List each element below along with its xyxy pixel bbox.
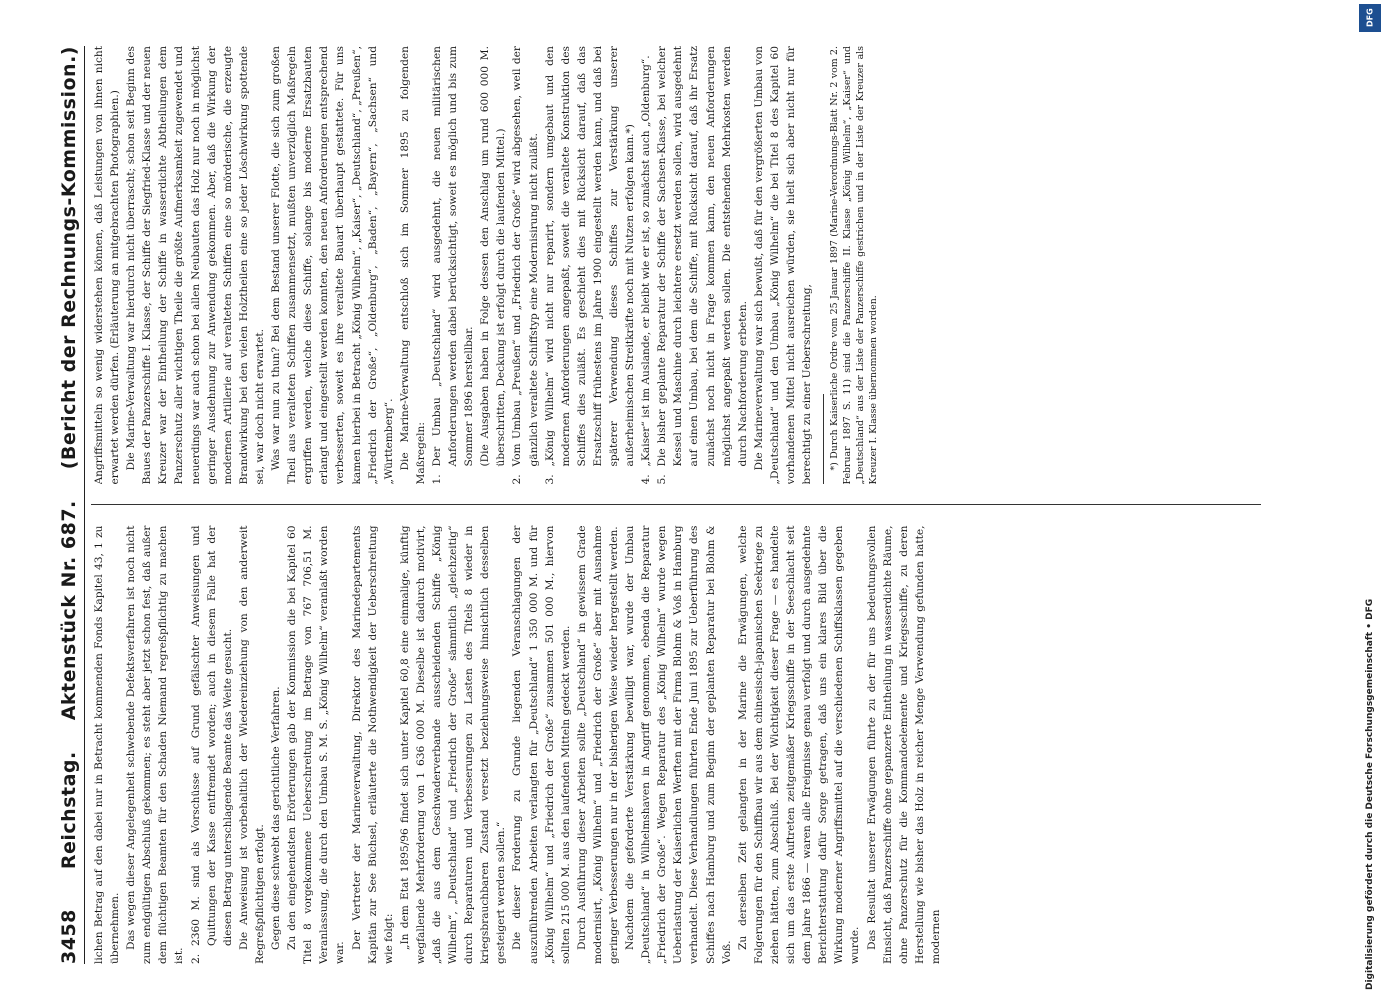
list-item: 3. „König Wilhelm“ wird nicht nur reparirt, sondern umgebaut und den modernen Anforderungen angepaßt, soweit die veraltete Konstruktion des Schiffes dies zuläßt. Es geschieht dies mit Rücksicht darauf, daß das Ersatzschiff frühestens im Jahre 1900 eingestellt werden kann, und daß bei späterer Verwendung dieses Schiffes zur Verstärkung unserer außerheimischen Streitkräfte noch mit Nutzen erfolgen kann.*) <box>543 46 637 485</box>
paragraph: Die Marineverwaltung war sich bewußt, daß für den vergrößerten Umbau von „Deutschland“ und den Umbau „König Wilhelm“ die bei Titel 8 des Kapitel 60 vorhandenen Mittel nicht ausreichen würden, sie hielt sich aber nicht nur für berechtigt zu einer Ueberschreitung, <box>752 46 814 485</box>
footnote-rule <box>823 395 824 485</box>
numbered-paragraph: 2. 2360 M. sind als Vorschüsse auf Grund gefälschter Anweisungen und Quittungen der Kasse entfremdet worden; auch in diesem Falle hat der diesen Betrag unterschlagende Beamte das Weite gesucht. <box>189 525 234 964</box>
numbered-list <box>429 46 751 485</box>
column-divider <box>91 505 1261 506</box>
paragraph: Der Vertreter der Marineverwaltung, Direktor des Marinedepartements Kapitän zur See Büchsel, erläuterte die Nothwendigkeit der Ueberschreitung wie folgt: <box>350 525 395 964</box>
footnote: *) Durch Kaiserliche Ordre vom 25 Januar 1897 (Marine-Verordnungs-Blatt Nr. 2 vom 2. Februar 1897 S. 11) sind die Panzerschiffe II. Klasse „König Wilhelm“, „Kaiser“ und „Deutschland“ aus der Liste der Panzerschiffe gestrichen und in der Liste der Kreuzer als Kreuzer I. Klasse übernommen worden. <box>829 46 880 485</box>
paragraph: Zu den eingehendsten Erörterungen gab der Kommission die bei Kapitel 60 Titel 8 vorgekommene Ueberschreitung im Betrage von 767 706,51 M. Veranlassung, die durch den Umbau S. M. S. „König Wilhelm“ veranlaßt worden war. <box>286 525 347 964</box>
paragraph: Angriffsmitteln so wenig widerstehen können, daß Leistungen von ihnen nicht erwartet werden dürfen. (Erläuterung an mitgebrachten Photographien.) <box>93 46 122 485</box>
paragraph: Durch Ausführung dieser Arbeiten sollte „Deutschland“ in gewissem Grade modernisirt, „König Wilhelm“ und „Friedrich der Große“ aber mit Ausnahme geringer Verbesserungen nur in der bisherigen Weise wieder hergestellt werden. <box>575 525 620 964</box>
header-left: Reichstag. <box>58 751 80 870</box>
paragraph: lichen Betrag auf den dabei nur in Betracht kommenden Fonds Kapitel 43, 1 zu übernehmen. <box>93 525 122 964</box>
list-item: 4. „Kaiser“ ist im Auslande, er bleibt wie er ist, so zunächst auch „Oldenburg“. <box>640 55 653 485</box>
header-right: (Bericht der Rechnungs-Kommission.) <box>58 46 80 470</box>
paragraph: Das Resultat unserer Erwägungen führte zu der für uns bedeutungsvollen Einsicht, daß Panzerschiffe ohne gepanzerte Eintheilung in wasserdichte Räume, ohne Panzerschutz für die Kommandoelemente und Kriegsschiffe, zu deren Herstellung wie bisher das Holz in reicher Menge Verwendung gefunden hatte, modernen <box>865 525 942 964</box>
list-item: 1. Der Umbau „Deutschland“ wird ausgedehnt, die neuen militärischen Anforderungen werden dabei berücksichtigt, soweit es möglich und bis zum Sommer 1896 herstellbar. <box>430 46 476 485</box>
paragraph: Die Marine-Verwaltung war hierdurch nicht überrascht; schon seit Beginn des Baues der Panzerschiffe I. Klasse, der Schiffe der Siegfried-Klasse und der neuen Kreuzer war der Eintheilung der Schiffe in wasserdichte Abtheilungen dem Panzerschutz aller wichtigen Theile die größte Aufmerksamkeit zugewendet und neuerdings war auch schon bei allen Neubauten das Holz nur noch in möglichst geringer Ausdehnung zur Anwendung gekommen. Aber, daß die Wirkung der modernen Artillerie auf veralteten Schiffen eine so mörderische, die erzeugte Brandwirkung bei den vielen Holztheilen eine so jeder Löschwirkung spottende sei, war doch nicht erwartet. <box>125 46 266 485</box>
paragraph: Nachdem die geforderte Verstärkung bewilligt war, wurde der Umbau „Deutschland“ in Wilhelmshaven in Angriff genommen, ebenda die Reparatur „Friedrich der Große“. Wegen Reparatur des „König Wilhelm“ wurde wegen Ueberlastung der Kaiserlichen Werften mit der Firma Blohm & Voß in Hamburg verhandelt. Diese Verhandlungen führten Ende Juni 1895 zur Ueberführung des Schiffes nach Hamburg und zum Beginn der geplanten Reparatur bei Blohm & Voß. <box>624 525 733 964</box>
dfg-logo: DFG <box>1359 4 1381 32</box>
paragraph: Die Anweisung ist vorbehaltlich der Wiedereinziehung von den anderweit Regreßpflichtigen erfolgt. <box>237 525 266 964</box>
running-header <box>58 46 80 964</box>
left-column <box>91 526 1261 965</box>
page-number: 3458 <box>58 909 80 964</box>
paragraph: „In dem Etat 1895/96 findet sich unter Kapitel 60,8 eine einmalige, künftig wegfallende Mehrforderung von 1 636 000 M. Dieselbe ist dadurch motivirt, „daß die aus dem Geschwaderverbande ausscheidenden Schiffe „König Wilhelm“, „Deutschland“ und „Friedrich der Große“ sämmtlich „gleichzeitig“ durch Reparaturen und Verbesserungen zu Lasten des Titels 8 wieder in kriegsbrauchbaren Zustand versetzt beziehungsweise hinsichtlich desselben gesteigert werden sollen.“ <box>398 525 508 964</box>
paragraph: Die Marine-Verwaltung entschloß sich im Sommer 1895 zu folgenden Maßregeln: <box>398 46 427 485</box>
header-center: Aktenstück Nr. 687. <box>58 500 80 721</box>
paragraph: Gegen diese schwebt das gerichtliche Verfahren. <box>270 686 283 950</box>
paragraph: Zu derselben Zeit gelangten in der Marine die Erwägungen, welche Folgerungen für den Schiffbau wir aus dem chinesisch-japanischen Seekriege zu ziehen hätten, zum Abschluß. Bei der Wichtigkeit dieser Frage — es handelte sich um das erste Auftreten zeitgemäßer Kriegsschiffe in der Seeschlacht seit dem Jahre 1866 — waren alle Ereignisse genau verfolgt und durch ausgedehnte Berichterstattung dafür Sorge getragen, daß uns ein klares Bild über die Wirkung moderner Angriffsmittel auf die verschiedenen Schiffsklassen gegeben wurde. <box>736 525 862 964</box>
digitization-credit: Digitalisierung gefördert durch die Deutsche Forschungsgemeinschaft • DFG <box>1365 598 1375 990</box>
list-item: 5. Die bisher geplante Reparatur der Schiffe der Sachsen-Klasse, bei welcher Kessel und Maschine durch leichtere ersetzt werden sollen, wird ausgedehnt auf einen Umbau, bei dem die Schiffe, mit Rücksicht darauf, daß ihr Ersatz zunächst noch nicht in Frage kommen kann, den neuen Anforderungen möglichst angepaßt werden sollen. Die entstehenden Mehrkosten werden durch Nachforderung erbeten. <box>656 46 749 485</box>
paragraph: Was war nun zu thun? Bei dem Bestand unserer Flotte, die sich zum großen Theil aus veralteten Schiffen zusammensetzt, mußten unverzüglich Maßregeln ergriffen werden, welche diese Schiffe, solange bis moderne Ersatzbauten erlangt und eingestellt werden konnten, den neuen Anforderungen entsprechend verbesserten, soweit es ihre veraltete Bauart überhaupt gestattete. Für uns kamen hierbei in Betracht „König Wilhelm“, „Kaiser“, „Deutschland“, „Preußen“, „Friedrich der Große“, „Oldenburg“, „Baden“, „Bayern“, „Sachsen“ und „Württemberg“. <box>270 46 395 485</box>
header-rule <box>84 46 85 964</box>
list-item: 2. Vom Umbau „Preußen“ und „Friedrich der Große“ wird abgesehen, weil der gänzlich veraltete Schiffstyp eine Modernisirung nicht zuläßt. <box>511 46 540 485</box>
paragraph: Die dieser Forderung zu Grunde liegenden Veranschlagungen der auszuführenden Arbeiten verlangten für „Deutschland“ 1 350 000 M. und für „König Wilhelm“ und „Friedrich der Große“ zusammen 501 000 M., hiervon sollten 215 000 M. aus den laufenden Mitteln gedeckt werden. <box>511 525 572 964</box>
right-column <box>91 46 1261 485</box>
list-item: (Die Ausgaben haben in Folge dessen den Anschlag um rund 600 000 M. überschritten, Deckung ist erfolgt durch die laufenden Mittel.) <box>479 46 508 467</box>
text-columns <box>91 46 1261 964</box>
paragraph: Das wegen dieser Angelegenheit schwebende Defektsverfahren ist noch nicht zum endgültigen Abschluß gekommen; es steht aber jetzt schon fest, daß außer dem flüchtigen Beamten für den Schaden Niemand regreßpflichtig zu machen ist. <box>125 525 186 964</box>
